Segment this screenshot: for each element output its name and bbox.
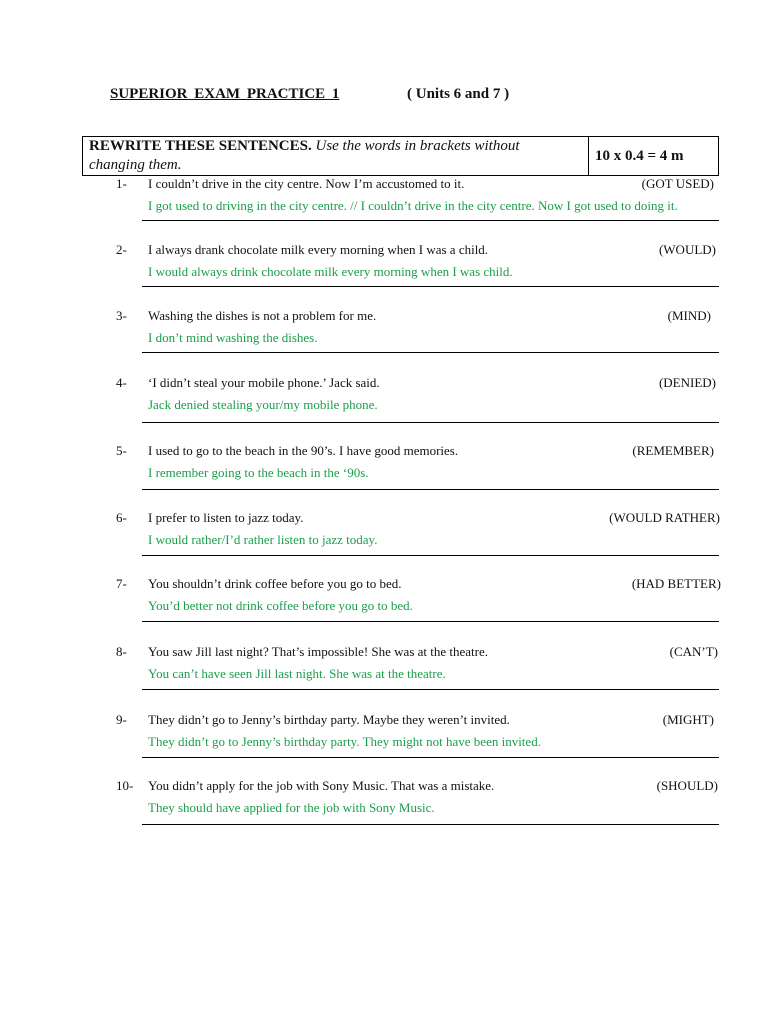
item-keyword: (WOULD RATHER) xyxy=(609,510,720,525)
item-keyword: (HAD BETTER) xyxy=(631,576,721,591)
item-answer: Jack denied stealing your/my mobile phone. xyxy=(148,397,378,412)
item-sentence: They didn’t go to Jenny’s birthday party. Maybe they weren’t invited. xyxy=(148,712,510,727)
answer-divider xyxy=(142,489,719,490)
item-answer: You can’t have seen Jill last night. She was at the theatre. xyxy=(148,666,446,681)
item-answer: I don’t mind washing the dishes. xyxy=(148,330,318,345)
exercise-item-2 xyxy=(0,242,768,292)
item-answer: You’d better not drink coffee before you go to bed. xyxy=(148,598,413,613)
item-number: 10- xyxy=(116,778,134,793)
item-sentence: You shouldn’t drink coffee before you go to bed. xyxy=(148,576,402,591)
item-number: 9- xyxy=(116,712,127,727)
exercise-item-7 xyxy=(0,576,768,626)
page-title-line xyxy=(110,86,510,103)
exercise-item-9 xyxy=(0,712,768,762)
answer-divider xyxy=(142,220,719,221)
item-sentence: I always drank chocolate milk every morning when I was a child. xyxy=(148,242,489,257)
item-number: 2- xyxy=(116,242,127,257)
item-keyword: (SHOULD) xyxy=(656,778,718,793)
item-keyword: (MIGHT) xyxy=(662,712,714,727)
item-keyword: (DENIED) xyxy=(658,375,716,390)
units-label: ( Units 6 and 7 ) xyxy=(407,86,510,102)
instructions-text xyxy=(89,137,579,175)
item-keyword: (MIND) xyxy=(667,308,711,323)
item-answer: I would rather/I’d rather listen to jazz today. xyxy=(148,532,378,547)
instructions-rest: Use the words in brackets without changing them. xyxy=(89,138,520,173)
answer-divider xyxy=(142,422,719,423)
answer-divider xyxy=(142,757,719,758)
item-sentence: I used to go to the beach in the 90’s. I have good memories. xyxy=(148,443,459,458)
item-answer: I got used to driving in the city centre. // I couldn’t drive in the city centre. Now I got used to doing it. xyxy=(148,198,678,213)
instructions-lead: REWRITE THESE SENTENCES. xyxy=(89,138,312,154)
item-keyword: (CAN’T) xyxy=(669,644,718,659)
item-sentence: You saw Jill last night? That’s impossible! She was at the theatre. xyxy=(148,644,489,659)
item-number: 1- xyxy=(116,176,127,191)
item-sentence: I couldn’t drive in the city centre. Now I’m accustomed to it. xyxy=(148,176,465,191)
item-keyword: (REMEMBER) xyxy=(632,443,714,458)
exercise-item-6 xyxy=(0,510,768,560)
exercise-item-10 xyxy=(0,778,768,828)
item-number: 5- xyxy=(116,443,127,458)
exercise-item-4 xyxy=(0,375,768,425)
answer-divider xyxy=(142,824,719,825)
exercise-item-3 xyxy=(0,308,768,358)
exercise-item-5 xyxy=(0,443,768,493)
item-sentence: I prefer to listen to jazz today. xyxy=(148,510,304,525)
answer-divider xyxy=(142,621,719,622)
item-answer: They should have applied for the job with Sony Music. xyxy=(148,800,435,815)
item-sentence: ‘I didn’t steal your mobile phone.’ Jack said. xyxy=(148,375,380,390)
item-keyword: (WOULD) xyxy=(658,242,716,257)
item-number: 8- xyxy=(116,644,127,659)
item-number: 7- xyxy=(116,576,127,591)
answer-divider xyxy=(142,286,719,287)
item-sentence: Washing the dishes is not a problem for me. xyxy=(148,308,377,323)
item-answer: I remember going to the beach in the ‘90s. xyxy=(148,465,369,480)
instructions-box xyxy=(82,136,719,176)
page-title: SUPERIOR EXAM PRACTICE 1 xyxy=(110,86,340,102)
score-cell: 10 x 0.4 = 4 m xyxy=(588,137,718,175)
item-number: 4- xyxy=(116,375,127,390)
item-number: 6- xyxy=(116,510,127,525)
item-keyword: (GOT USED) xyxy=(641,176,714,191)
answer-divider xyxy=(142,555,719,556)
item-answer: They didn’t go to Jenny’s birthday party. They might not have been invited. xyxy=(148,734,541,749)
answer-divider xyxy=(142,689,719,690)
answer-divider xyxy=(142,352,719,353)
item-number: 3- xyxy=(116,308,127,323)
exercise-item-1 xyxy=(0,176,768,226)
exercise-item-8 xyxy=(0,644,768,694)
item-sentence: You didn’t apply for the job with Sony Music. That was a mistake. xyxy=(148,778,495,793)
item-answer: I would always drink chocolate milk every morning when I was child. xyxy=(148,264,513,279)
